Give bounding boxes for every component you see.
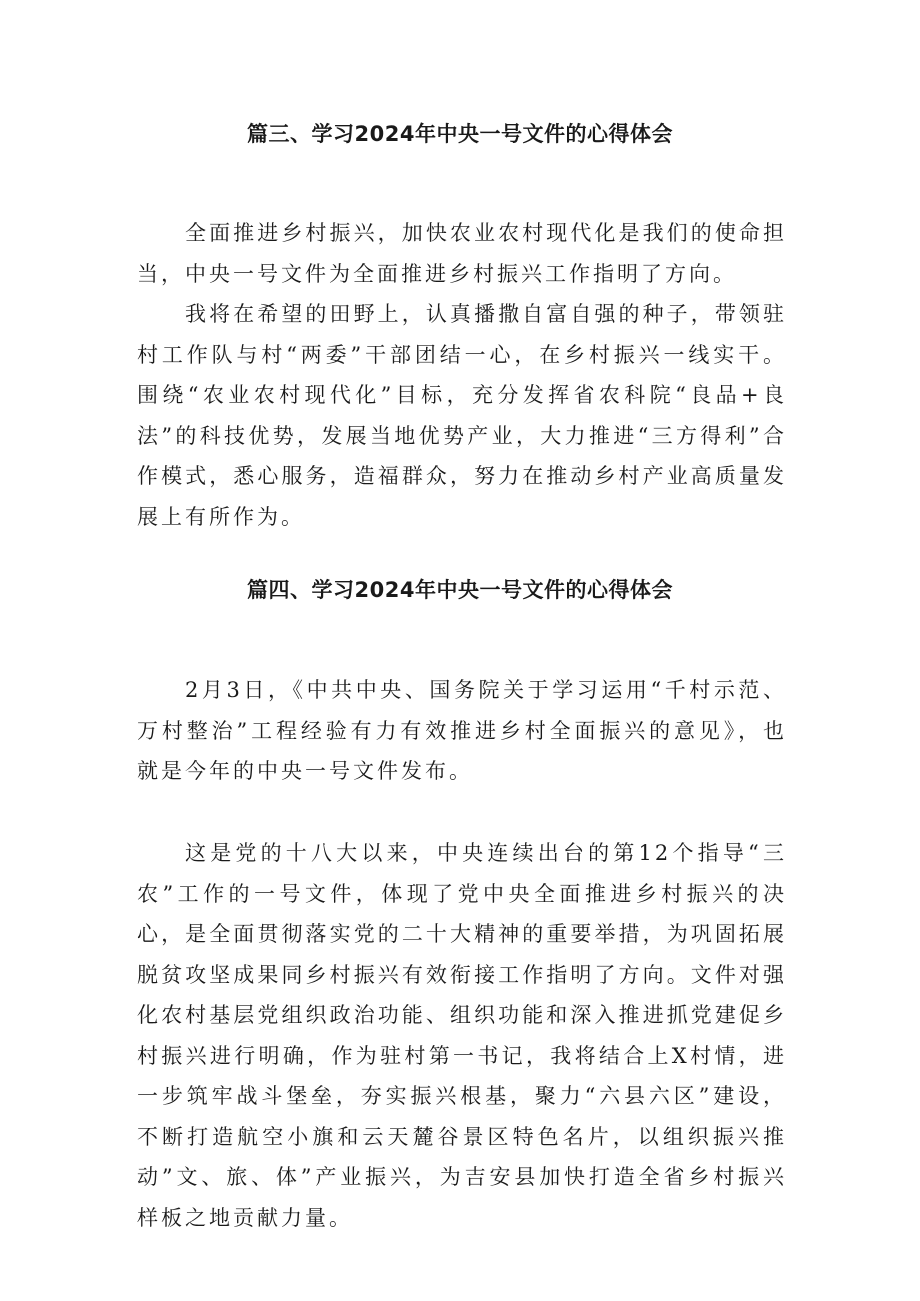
section-3-paragraph-1: 全面推进乡村振兴，加快农业农村现代化是我们的使命担当，中央一号文件为全面推进乡村振兴工作指明了方向。 — [137, 221, 787, 286]
section-4-paragraph-2: 这是党的十八大以来，中央连续出台的第12个指导“三农”工作的一号文件，体现了党中央全面推进乡村振兴的决心，是全面贯彻落实党的二十大精神的重要举措，为巩固拓展脱贫攻坚成果同乡村振兴有效衔接工作指明了方向。文件对强化农村基层党组织政治功能、组织功能和深入推进抓党建促乡村振兴进行明确，作为驻村第一书记，我将结合上X村情，进一步筑牢战斗堡垒，夯实振兴根基，聚力“六县六区”建设，不断打造航空小旗和云天麓谷景区特色名片，以组织振兴推动”文、旅、体”产业振兴，为吉安县加快打造全省乡村振兴样板之地贡献力量。 — [137, 841, 787, 1230]
section-4-title: 篇四、学习2024年中央一号文件的心得体会 — [247, 578, 673, 602]
section-4-paragraph-1: 2月3日，《中共中央、国务院关于学习运用“千村示范、万村整治”工程经验有力有效推进乡村全面振兴的意见》，也就是今年的中央一号文件发布。 — [137, 678, 787, 783]
section-3-paragraph-2: 我将在希望的田野上，认真播撒自富自强的种子，带领驻村工作队与村“两委”干部团结一心，在乡村振兴一线实干。围绕“农业农村现代化”目标，充分发挥省农科院“良品+良法”的科技优势，发展当地优势产业，大力推进“三方得利”合作模式，悉心服务，造福群众，努力在推动乡村产业高质量发展上有所作为。 — [137, 302, 787, 529]
section-3-title: 篇三、学习2024年中央一号文件的心得体会 — [247, 122, 673, 146]
